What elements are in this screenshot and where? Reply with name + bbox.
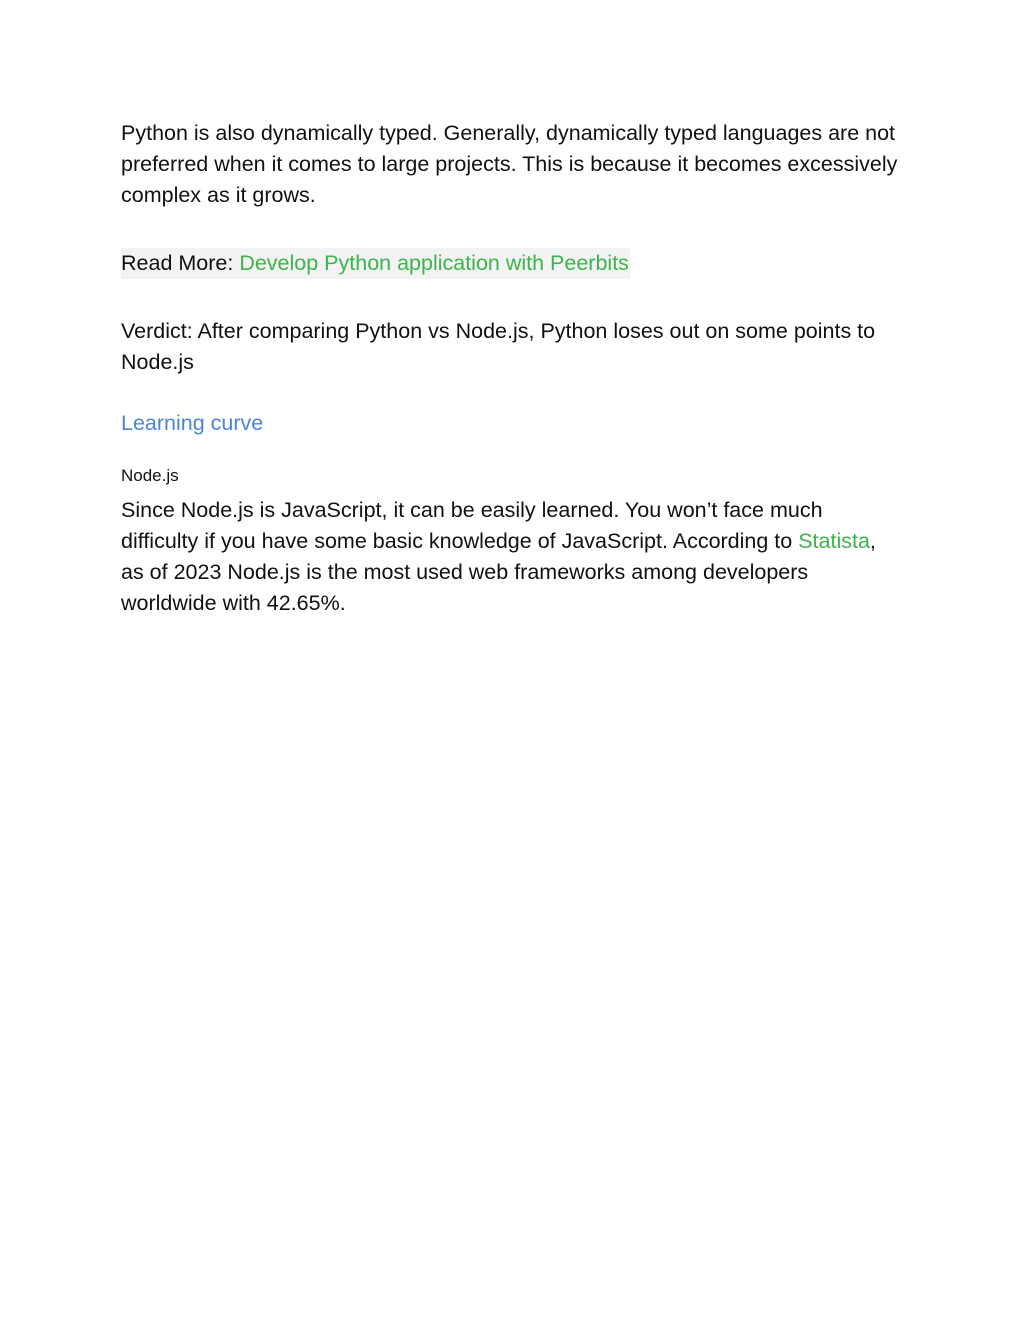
- subheading-nodejs: Node.js: [121, 466, 179, 485]
- document-content: [121, 118, 901, 619]
- nodejs-paragraph-text-after: , as of 2023 Node.js is the most used web frameworks among developers worldwide with 42.65%.: [121, 529, 876, 615]
- nodejs-paragraph-text-before: Since Node.js is JavaScript, it can be easily learned. You won’t face much difficulty if you have some basic knowledge of JavaScript. According to: [121, 498, 823, 553]
- paragraph-dynamic-typing: Python is also dynamically typed. Generally, dynamically typed languages are not preferred when it comes to large projects. This is because it becomes excessively complex as it grows.: [121, 121, 898, 207]
- section-heading-learning-curve: Learning curve: [121, 411, 264, 435]
- statista-link[interactable]: Statista: [798, 529, 870, 553]
- nodejs-paragraph: [121, 495, 901, 619]
- read-more-line: [121, 248, 630, 279]
- spacer: [121, 279, 901, 316]
- verdict-paragraph: Verdict: After comparing Python vs Node.js, Python loses out on some points to Node.js: [121, 319, 876, 374]
- read-more-prefix: Read More:: [121, 251, 240, 275]
- read-more-link[interactable]: Develop Python application with Peerbits: [239, 251, 629, 275]
